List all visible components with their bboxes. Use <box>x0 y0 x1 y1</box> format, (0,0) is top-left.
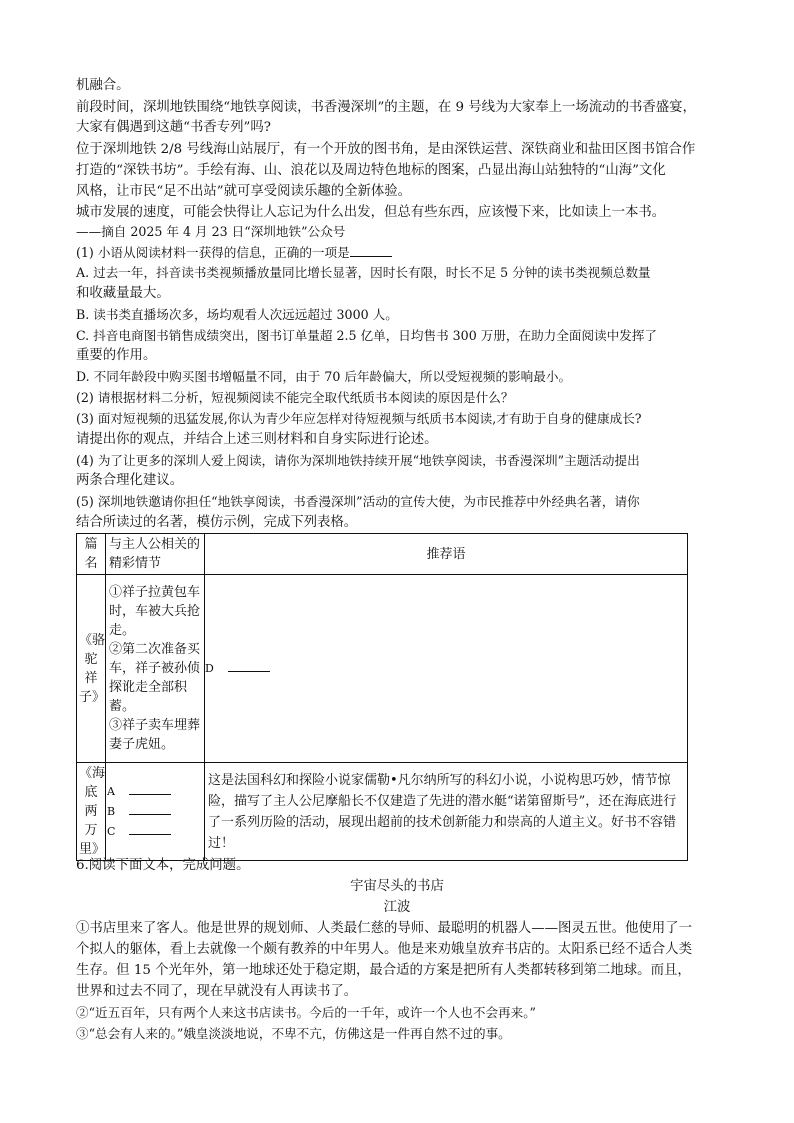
answer-blank[interactable] <box>350 244 392 257</box>
answer-blank[interactable] <box>129 784 171 795</box>
plot-item: ③祥子卖车埋葬妻子虎妞。 <box>109 718 201 752</box>
question-2: (2) 请根据材料二分析，短视频阅读不能完全取代纸质书本阅读的原因是什么？ <box>76 390 514 405</box>
plot-cell <box>106 575 205 763</box>
text-line: 风格，让市民“足不出站”就可享受阅读乐趣的全新体验。 <box>76 184 412 199</box>
question-3-cont: 请提出你的观点，并结合上述三则材料和自身实际进行论述。 <box>76 432 438 447</box>
question-4: (4) 为了让更多的深圳人爱上阅读，请你为深圳地铁持续开展“地铁享阅读，书香漫深圳”主题活动提出 <box>76 453 640 468</box>
blank-label: D <box>205 661 214 675</box>
paragraph-1-cont: 生存。但 15 个光年外，第一地球还处于稳定期，最合适的方案是把所有人类都转移到第二地球。而且， <box>76 963 691 978</box>
table-row <box>77 575 688 763</box>
plot-item: ②第二次准备买车，祥子被孙侦探讹走全部积蓄。 <box>109 642 201 714</box>
text-line: 打造的“深铁书坊”。手绘有海、山、浪花以及周边特色地标的图案，凸显出海山站独特的“山海”文化 <box>76 163 666 178</box>
section-6-intro: 6.阅读下面文本，完成问题。 <box>76 858 250 873</box>
article-author: 江波 <box>383 900 411 915</box>
text-line: 城市发展的速度，可能会快得让人忘记为什么出发，但总有些东西，应该慢下来，比如读上一本书。 <box>76 205 666 220</box>
header-recommendation: 推荐语 <box>205 534 688 575</box>
answer-blank[interactable] <box>228 661 270 672</box>
question-5: (5) 深圳地铁邀请你担任“地铁享阅读，书香漫深圳”活动的宣传大使，为市民推荐中外经典名著，请你 <box>76 494 640 509</box>
table-header-row <box>77 534 688 575</box>
option-b: B. 读书类直播场次多，场均观看人次远远超过 3000 人。 <box>76 307 398 322</box>
blank-label: A <box>107 784 115 798</box>
blank-row <box>107 822 201 842</box>
paragraph-2: ②“近五百年，只有两个人来这书店读书。今后的一千年，或许一个人也不会再来。” <box>76 1005 536 1020</box>
option-c-cont: 重要的作用。 <box>76 348 157 363</box>
paragraph-3: ③“总会有人来的。”娥皇淡淡地说，不卑不亢，仿佛这是一件再自然不过的事。 <box>76 1026 511 1041</box>
source-citation: ——摘自 2025 年 4 月 23 日“深圳地铁”公众号 <box>76 224 346 239</box>
blank-label: C <box>107 824 116 838</box>
option-a: A. 过去一年，抖音读书类视频播放量同比增长显著，因时长有限，时长不足 5 分钟的读书类视频总数量 <box>76 265 651 280</box>
question-1-text: (1) 小语从阅读材料一获得的信息，正确的一项是 <box>76 245 350 260</box>
recommendation-cell: 这是法国科幻和探险小说家儒勒•凡尔纳所写的科幻小说，小说构思巧妙，情节惊险，描写了主人公尼摩船长不仅建造了先进的潜水艇“诺第留斯号”，还在海底进行了一系列历险的活动，展现出超前的技术创新能力和崇高的人道主义。好书不容错过！ <box>205 763 688 861</box>
recommendation-table <box>76 533 688 861</box>
text-line: 机融合。 <box>76 78 130 93</box>
table-row <box>77 763 688 861</box>
blank-label: B <box>107 804 116 818</box>
option-c: C. 抖音电商图书销售成绩突出，图书订单量超 2.5 亿单，日均售书 300 万册，在助力全面阅读中发挥了 <box>76 328 658 343</box>
question-1 <box>76 243 718 263</box>
blank-row <box>107 802 201 822</box>
recommendation-cell <box>205 575 688 763</box>
paragraph-1: ①书店里来了客人。他是世界的规划师、人类最仁慈的导师、最聪明的机器人——图灵五世。他使用了一 <box>76 921 692 936</box>
option-a-cont: 和收藏量最大。 <box>76 286 170 301</box>
question-5-cont: 结合所读过的名著，模仿示例，完成下列表格。 <box>76 515 358 530</box>
paragraph-1-cont: 个拟人的躯体，看上去就像一个颇有教养的中年男人。他是来劝娥皇放弃书店的。太阳系已经不适合人类 <box>76 942 692 957</box>
answer-blank[interactable] <box>129 804 171 815</box>
header-title: 篇名 <box>77 534 106 575</box>
book-title: 《海底两万里》 <box>77 763 106 861</box>
blank-row <box>107 782 201 802</box>
question-3: (3) 面对短视频的迅猛发展,你认为青少年应怎样对待短视频与纸质书本阅读,才有助于自身的健康成长? <box>76 411 642 426</box>
answer-blank[interactable] <box>129 824 171 835</box>
paragraph-1-cont: 世界和过去不同了，现在早就没有人再读书了。 <box>76 984 358 999</box>
text-line: 位于深圳地铁 2/8 号线海山站展厅，有一个开放的图书角，是由深铁运营、深铁商业和盐田区图书馆合作 <box>76 142 696 157</box>
question-4-cont: 两条合理化建议。 <box>76 473 184 488</box>
book-title: 《骆驼祥子》 <box>77 575 106 763</box>
option-d: D. 不同年龄段中购买图书增幅量不同，由于 70 后年龄偏大，所以受短视频的影响最小。 <box>76 369 572 384</box>
header-plot: 与主人公相关的精彩情节 <box>106 534 205 575</box>
text-line: 前段时间，深圳地铁围绕“地铁享阅读，书香漫深圳”的主题，在 9 号线为大家奉上一场流动的书香盛宴， <box>76 100 696 115</box>
article-title: 宇宙尽头的书店 <box>350 879 444 894</box>
plot-item: ①祥子拉黄包车时，车被大兵抢走。 <box>109 585 201 638</box>
text-line: 大家有偶遇到这趟“书香专列”吗? <box>76 120 271 135</box>
plot-cell <box>106 763 205 861</box>
